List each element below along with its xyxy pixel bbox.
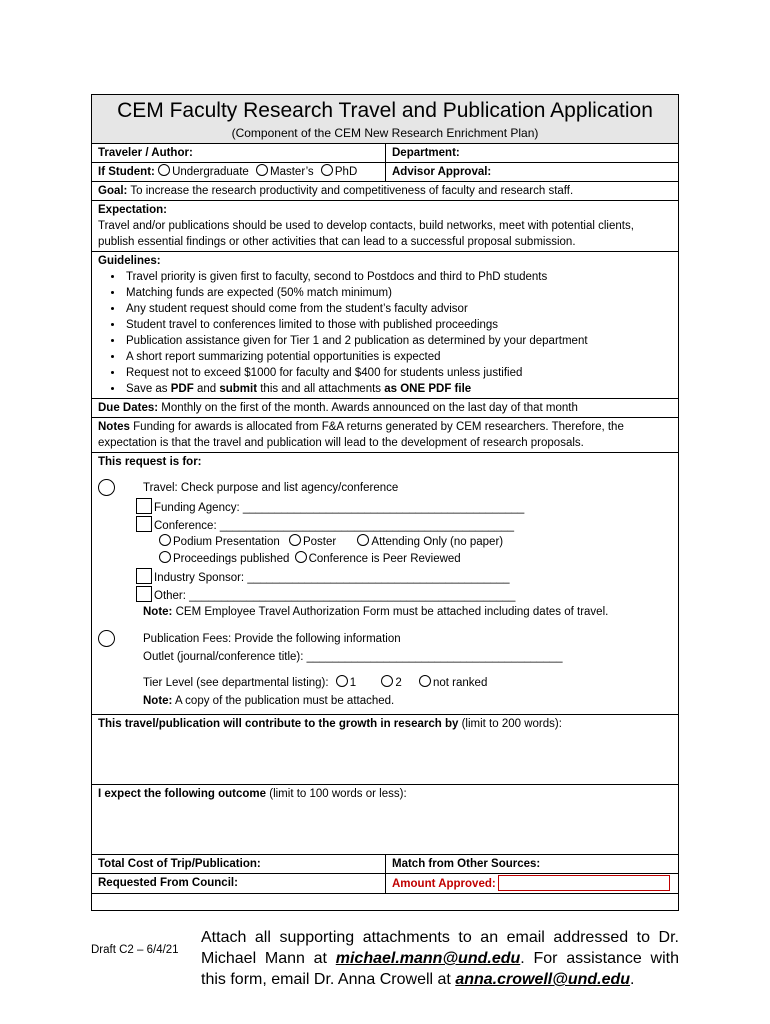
expectation-row: [92, 201, 678, 252]
notes-text: Funding for awards is allocated from F&A returns generated by CEM researchers. Therefore, the expectation is that the travel and publication will lead to the development of research proposals.: [98, 421, 624, 449]
undergraduate-radio[interactable]: [158, 164, 170, 176]
goal-text: To increase the research productivity and competitiveness of faculty and research staff.: [130, 185, 574, 197]
other-field: [136, 586, 515, 604]
peer-reviewed-radio[interactable]: [295, 551, 307, 563]
submit-text: submit: [219, 383, 258, 395]
undergraduate-label: Undergraduate: [172, 166, 249, 178]
form-subtitle: (Component of the CEM New Research Enrichment Plan): [231, 126, 539, 140]
pdf-text: PDF: [170, 383, 194, 395]
travel-heading: Travel: Check purpose and list agency/conference: [143, 482, 399, 494]
form-header: [92, 95, 678, 144]
guidelines-list: [98, 269, 672, 397]
request-label: This request is for:: [98, 456, 202, 468]
goal-label: Goal:: [98, 185, 128, 197]
poster-label: Poster: [302, 536, 337, 548]
travel-note: [143, 604, 608, 620]
funding-agency-label[interactable]: Funding Agency: ____________________________________________: [154, 502, 525, 514]
expectation-text: Travel and/or publications should be used to develop contacts, build networks, meet with potential clients, publish essential findings or other activities that can lead to a successful proposal submission.: [98, 220, 634, 248]
footer-instructions: [201, 927, 679, 990]
attachments-text: this and all attachments: [257, 383, 385, 395]
notes-label: Notes: [98, 421, 130, 433]
tier-2-label: 2: [395, 677, 402, 689]
publication-note-label: Note:: [143, 695, 173, 707]
contribute-row[interactable]: [92, 715, 678, 785]
contribute-label: This travel/publication will contribute to the growth in research by: [98, 718, 459, 730]
proceedings-label: Proceedings published: [173, 553, 290, 565]
attending-radio[interactable]: [357, 534, 369, 546]
masters-radio[interactable]: [256, 164, 268, 176]
travel-radio[interactable]: [98, 479, 115, 496]
tier-1-label: 1: [349, 677, 357, 689]
if-student-label: If Student:: [98, 166, 155, 178]
advisor-approval-label[interactable]: Advisor Approval:: [392, 166, 492, 178]
guideline-item: • Student travel to conferences limited to those with published proceedings: [124, 317, 672, 333]
tier-level-label: Tier Level (see departmental listing):: [143, 677, 329, 689]
student-row: [92, 163, 678, 182]
requested-row: [92, 874, 678, 894]
application-form: [91, 94, 679, 911]
publication-radio[interactable]: [98, 630, 115, 647]
match-label[interactable]: Match from Other Sources:: [392, 858, 541, 870]
phd-label: PhD: [334, 166, 358, 178]
form-title: CEM Faculty Research Travel and Publication Application: [117, 99, 653, 122]
other-label[interactable]: Other: ___________________________________________________: [154, 590, 516, 602]
traveler-row: [92, 144, 678, 163]
guideline-item-save: [124, 381, 672, 397]
due-dates-text: Monthly on the first of the month. Awards announced on the last day of that month: [161, 402, 578, 414]
outlet-field[interactable]: Outlet (journal/conference title): ________________________________________: [143, 651, 563, 663]
poster-radio[interactable]: [289, 534, 301, 546]
tier-1-radio[interactable]: [336, 675, 348, 687]
outcome-limit: (limit to 100 words or less):: [266, 788, 407, 800]
conference-field: [136, 516, 514, 534]
industry-sponsor-label[interactable]: Industry Sponsor: _________________________________________: [154, 572, 510, 584]
footer-text-a: Attach all supporting attachments to an email addressed to Dr. Michael Mann at: [201, 929, 679, 967]
save-text: Save as: [126, 383, 171, 395]
tier-level-row: [143, 675, 487, 691]
empty-row: [92, 894, 678, 910]
total-cost-label[interactable]: Total Cost of Trip/Publication:: [98, 858, 261, 870]
masters-label: Master’s: [270, 166, 314, 178]
not-ranked-label: not ranked: [433, 677, 488, 689]
funding-agency-field: [136, 498, 524, 516]
goal-row: [92, 182, 678, 201]
guideline-item: • Any student request should come from the student’s faculty advisor: [124, 301, 672, 317]
tier-2-radio[interactable]: [381, 675, 393, 687]
conference-checkbox[interactable]: [136, 516, 152, 532]
and-text: and: [193, 383, 220, 395]
outcome-label: I expect the following outcome: [98, 788, 267, 800]
footer-text-c: .: [630, 971, 635, 988]
industry-sponsor-checkbox[interactable]: [136, 568, 152, 584]
proceedings-options: [159, 551, 461, 567]
notes-row: [92, 418, 678, 453]
amount-approved-field[interactable]: [498, 875, 670, 891]
publication-heading: Publication Fees: Provide the following information: [143, 633, 401, 645]
industry-sponsor-field: [136, 568, 510, 586]
publication-note: [143, 693, 394, 709]
guideline-item: • Request not to exceed $1000 for faculty and $400 for students unless justified: [124, 365, 672, 381]
travel-note-text: CEM Employee Travel Authorization Form must be attached including dates of travel.: [175, 606, 609, 618]
phd-radio[interactable]: [321, 164, 333, 176]
due-dates-label: Due Dates:: [98, 402, 159, 414]
email-link-mann[interactable]: michael.mann@und.edu: [335, 950, 521, 967]
guidelines-label: Guidelines:: [98, 255, 161, 267]
travel-note-label: Note:: [143, 606, 173, 618]
proceedings-radio[interactable]: [159, 551, 171, 563]
attending-label: Attending Only (no paper): [371, 536, 504, 548]
publication-note-text: A copy of the publication must be attached.: [174, 695, 395, 707]
guideline-item: • Travel priority is given first to faculty, second to Postdocs and third to PhD students: [124, 269, 672, 285]
guideline-item: • Matching funds are expected (50% match minimum): [124, 285, 672, 301]
due-dates-row: [92, 399, 678, 418]
one-pdf-text: as ONE PDF file: [384, 383, 472, 395]
footer-text-b: . For assistance with this form, email Dr. Anna Crowell at: [201, 950, 680, 988]
guideline-item: • A short report summarizing potential opportunities is expected: [124, 349, 672, 365]
guidelines-row: [92, 252, 678, 399]
email-link-crowell[interactable]: anna.crowell@und.edu: [455, 971, 631, 988]
other-checkbox[interactable]: [136, 586, 152, 602]
guideline-item: • Publication assistance given for Tier 1 and 2 publication as determined by your department: [124, 333, 672, 349]
department-label[interactable]: Department:: [392, 147, 460, 159]
outcome-row[interactable]: [92, 785, 678, 855]
expectation-label: Expectation:: [98, 204, 168, 216]
presentation-options: [159, 534, 503, 550]
cost-row: [92, 855, 678, 874]
funding-agency-checkbox[interactable]: [136, 498, 152, 514]
peer-reviewed-label: Conference is Peer Reviewed: [308, 553, 461, 565]
requested-label[interactable]: Requested From Council:: [98, 877, 238, 889]
request-row: [92, 453, 678, 715]
podium-label: Podium Presentation: [173, 536, 280, 548]
draft-version: Draft C2 – 6/4/21: [91, 944, 179, 956]
podium-radio[interactable]: [159, 534, 171, 546]
not-ranked-radio[interactable]: [419, 675, 431, 687]
traveler-label[interactable]: Traveler / Author:: [98, 147, 193, 159]
amount-approved-label: Amount Approved:: [392, 878, 496, 890]
conference-label[interactable]: Conference: ______________________________________________: [154, 520, 515, 532]
contribute-limit: (limit to 200 words):: [458, 718, 562, 730]
